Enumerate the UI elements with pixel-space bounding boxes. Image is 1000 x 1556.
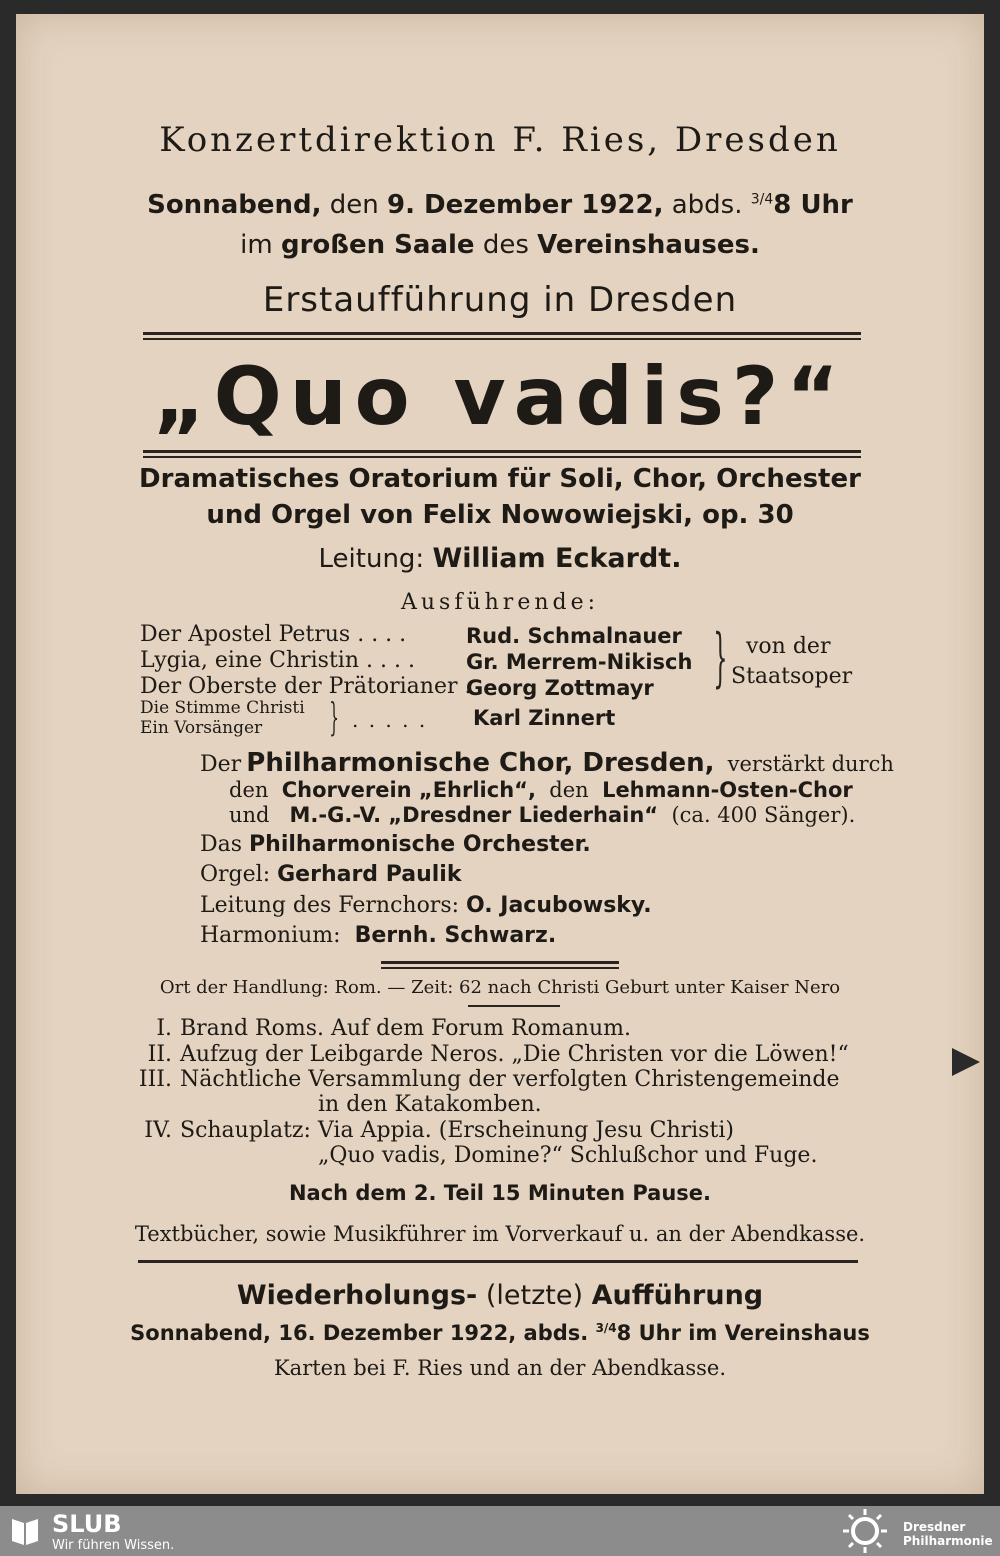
work-title: „Quo vadis?“ bbox=[153, 350, 847, 443]
torn-edge bbox=[952, 1048, 980, 1076]
date-line bbox=[0, 190, 1000, 220]
choir-line-2-d: Lehmann-Osten-Chor bbox=[602, 778, 853, 802]
date-day: 9. Dezember 1922, bbox=[387, 190, 664, 220]
choir-line-3-a: und bbox=[229, 803, 270, 827]
slub-tagline: Wir führen Wissen. bbox=[52, 1538, 175, 1553]
date-weekday: Sonnabend, bbox=[147, 190, 322, 220]
venue-building: Vereinshauses. bbox=[537, 230, 760, 260]
choir-line-2-a: den bbox=[229, 778, 269, 802]
repeat-c: Aufführung bbox=[591, 1280, 764, 1311]
conductor-label: Leitung: bbox=[318, 544, 425, 574]
act-number: I. bbox=[156, 1016, 172, 1041]
act-number: II. bbox=[147, 1042, 172, 1067]
conductor-name: William Eckardt. bbox=[432, 543, 682, 574]
orchestra-pre: Das bbox=[200, 832, 243, 857]
conductor-line bbox=[0, 543, 1000, 574]
footer-bar bbox=[0, 1506, 1000, 1556]
cast-brace: } bbox=[713, 621, 728, 695]
cast-singer: Gr. Merrem-Nikisch bbox=[466, 650, 693, 674]
date-time: 8 Uhr bbox=[773, 190, 853, 220]
pause-note: Nach dem 2. Teil 15 Minuten Pause. bbox=[288, 1181, 712, 1205]
philharmonie-sun-icon bbox=[842, 1508, 888, 1554]
act-text: Aufzug der Leibgarde Neros. „Die Christen vor die Löwen!“ bbox=[180, 1042, 849, 1067]
farchoir-name: O. Jacubowsky. bbox=[466, 893, 652, 918]
harmonium-label: Harmonium: bbox=[200, 923, 341, 948]
organ-label: Orgel: bbox=[200, 862, 271, 887]
repeat-heading bbox=[0, 1280, 1000, 1311]
farchoir-label: Leitung des Fernchors: bbox=[200, 893, 460, 918]
orchestra-name: Philharmonische Orchester. bbox=[249, 832, 591, 857]
repeat-date-a: Sonnabend, 16. Dezember 1922, abds. bbox=[130, 1321, 589, 1345]
date-fraction: 3/4 bbox=[750, 191, 774, 208]
cast-singer: Rud. Schmalnauer bbox=[466, 624, 682, 648]
act-text: „Quo vadis, Domine?“ Schlußchor und Fuge. bbox=[318, 1143, 818, 1168]
slub-logo[interactable]: SLUB bbox=[52, 1510, 122, 1538]
repeat-rule bbox=[138, 1260, 858, 1263]
venue-des: des bbox=[482, 230, 529, 260]
performers-heading: Ausführende: bbox=[400, 590, 600, 615]
repeat-date bbox=[0, 1321, 1000, 1345]
choir-line-2-c: den bbox=[549, 778, 589, 802]
premiere-heading: Erstaufführung in Dresden bbox=[262, 280, 738, 320]
cast-role: Lygia, eine Christin . . . . bbox=[140, 648, 415, 673]
farchoir-line bbox=[200, 893, 652, 918]
slub-book-icon bbox=[10, 1515, 40, 1547]
cast-note-1: von der bbox=[746, 634, 831, 659]
organ-line bbox=[200, 862, 461, 887]
act-number: IV. bbox=[144, 1118, 172, 1143]
repeat-date-fraction: 3/4 bbox=[595, 1321, 617, 1335]
choir-line-2-b: Chorverein „Ehrlich“, bbox=[281, 778, 536, 802]
partner-name-2: Philharmonie bbox=[903, 1534, 993, 1548]
venue-line bbox=[0, 230, 1000, 260]
christ-dots: . . . . . bbox=[352, 708, 428, 732]
title-rule-top bbox=[143, 332, 861, 340]
repeat-date-b: 8 Uhr im Vereinshaus bbox=[616, 1321, 870, 1345]
choir-post: verstärkt durch bbox=[727, 752, 894, 776]
choir-pre: Der bbox=[200, 752, 242, 777]
cast-singer: Georg Zottmayr bbox=[466, 676, 654, 700]
harmonium-name: Bernh. Schwarz. bbox=[354, 923, 557, 948]
organ-name: Gerhard Paulik bbox=[277, 862, 462, 887]
choir-line-3-c: (ca. 400 Sänger). bbox=[671, 803, 856, 827]
subtitle-line-1: Dramatisches Oratorium für Soli, Chor, Orchester bbox=[139, 464, 861, 494]
title-rule-bottom bbox=[143, 450, 861, 458]
choir-line-3 bbox=[229, 803, 855, 827]
choir-line bbox=[200, 748, 894, 778]
act-text: Schauplatz: Via Appia. (Erscheinung Jesu Christi) bbox=[180, 1118, 734, 1143]
booklets-note: Textbücher, sowie Musikführer im Vorverkauf u. an der Abendkasse. bbox=[134, 1222, 866, 1246]
cast-note-2: Staatsoper bbox=[731, 664, 853, 689]
act-number: III. bbox=[138, 1067, 172, 1092]
repeat-a: Wiederholungs- bbox=[236, 1280, 478, 1311]
harmonium-line bbox=[200, 923, 556, 948]
date-abds: abds. bbox=[671, 190, 743, 220]
setting-rule bbox=[468, 1005, 560, 1007]
section-rule bbox=[381, 961, 619, 969]
agency-name: Konzertdirektion F. Ries, Dresden bbox=[159, 120, 841, 160]
act-text: Nächtliche Versammlung der verfolgten Christengemeinde bbox=[180, 1067, 840, 1092]
choir-name: Philharmonische Chor, Dresden, bbox=[246, 748, 715, 778]
act-text: Brand Roms. Auf dem Forum Romanum. bbox=[180, 1016, 631, 1041]
choir-line-3-b: M.-G.-V. „Dresdner Liederhain“ bbox=[289, 803, 659, 827]
venue-im: im bbox=[240, 230, 273, 260]
subtitle-line-2: und Orgel von Felix Nowowiejski, op. 30 bbox=[206, 500, 794, 530]
setting-line: Ort der Handlung: Rom. — Zeit: 62 nach Christi Geburt unter Kaiser Nero bbox=[159, 977, 841, 998]
christ-brace: } bbox=[329, 695, 339, 739]
cast-role: Der Apostel Petrus . . . . bbox=[140, 622, 407, 647]
choir-line-2 bbox=[229, 778, 853, 802]
tickets-note: Karten bei F. Ries und an der Abendkasse. bbox=[273, 1356, 726, 1380]
date-den: den bbox=[329, 190, 379, 220]
christ-singer: Karl Zinnert bbox=[473, 706, 616, 730]
repeat-b: (letzte) bbox=[485, 1280, 583, 1311]
christ-role-2: Ein Vorsänger bbox=[140, 718, 263, 738]
cast-role: Der Oberste der Prätorianer . bbox=[140, 674, 472, 699]
partner-name-1: Dresdner bbox=[903, 1520, 966, 1534]
orchestra-line bbox=[200, 832, 591, 857]
act-text: in den Katakomben. bbox=[318, 1092, 542, 1117]
christ-role-1: Die Stimme Christi bbox=[140, 698, 305, 718]
venue-hall: großen Saale bbox=[280, 230, 475, 260]
